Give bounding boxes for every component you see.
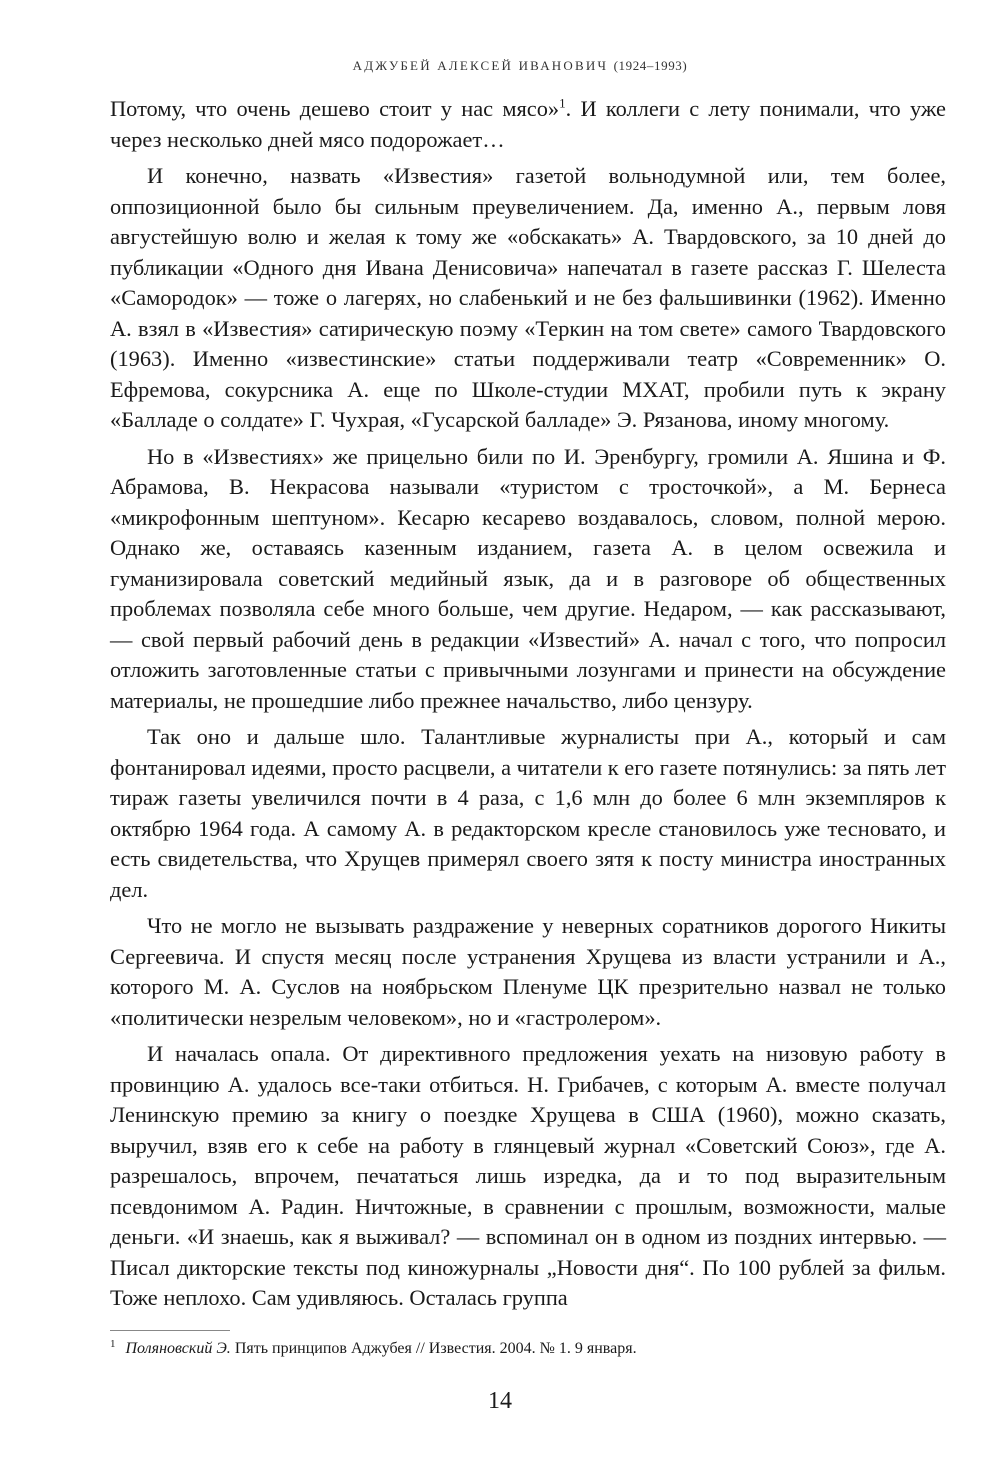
running-head	[110, 58, 930, 74]
paragraph-4: Так оно и дальше шло. Талантливые журналисты при А., который и сам фонтанировал идеями, просто расцвели, а читатели к его газете потянулись: за пять лет тираж газеты увеличился почти в 4 раза, с 1,6 млн до более 6 млн экземпляров к октябрю 1964 года. А самому А. в редакторском кресле становилось уже тесновато, и есть свидетельства, что Хрущев примерял своего зятя к посту министра иностранных дел.	[110, 724, 946, 902]
footnote-number: 1	[110, 1337, 116, 1350]
paragraph-6: И началась опала. От директивного предложения уехать на низовую работу в провинцию А. удалось все-таки отбиться. Н. Грибачев, с которым А. вместе получал Ленинскую премию за книгу о поездке Хрущева в США (1960), можно сказать, выручил, взяв его к себе на работу в глянцевый журнал «Советский Союз», где А. разрешалось, впрочем, печататься лишь изредка, да и то под выразительным псевдонимом А. Радин. Ничтожные, в сравнении с прошлым, возможности, малые деньги. «И знаешь, как я выживал? — вспоминал он в одном из поздних интервью. — Писал дикторские тексты под киножурналы „Новости дня“. По 100 рублей за фильм. Тоже неплохо. Сам удивляюсь. Осталась группа	[110, 1041, 946, 1310]
paragraph-1	[110, 94, 946, 155]
page-number: 14	[488, 1388, 512, 1414]
footnote-divider	[110, 1330, 230, 1331]
paragraph-5: Что не могло не вызывать раздражение у неверных соратников дорогого Никиты Сергеевича. И спустя месяц после устранения Хрущева из власти устранили и А., которого М. А. Суслов на ноябрьском Пленуме ЦК презрительно назвал не только «политически незрелым человеком», но и «гастролером».	[110, 913, 946, 1030]
paragraph-1-part-2: . И коллеги с лету понимали, что уже через несколько дней мясо подорожает…	[110, 96, 946, 152]
footnote-author: Поляновский Э.	[125, 1340, 231, 1357]
paragraph-2: И конечно, назвать «Известия» газетой вольнодумной или, тем более, оппозиционной было бы сильным преувеличением. Да, именно А., первым ловя августейшую волю и желая к тому же «обскакать» А. Твардовского, за 10 дней до публикации «Одного дня Ивана Денисовича» напечатал в газете рассказ Г. Шелеста «Самородок» — тоже о лагерях, но слабенький и не без фальшивинки (1962). Именно А. взял в «Известия» сатирическую поэму «Теркин на том свете» самого Твардовского (1963). Именно «известинские» статьи поддерживали театр «Современник» О. Ефремова, сокурсника А. еще по Школе-студии МХАТ, пробили путь к экрану «Балладе о солдате» Г. Чухрая, «Гусарской балладе» Э. Рязанова, иному многому.	[110, 163, 946, 432]
main-text	[110, 94, 946, 1320]
footnote-reference: 1	[559, 95, 566, 111]
paragraph-3: Но в «Известиях» же прицельно били по И. Эренбургу, громили А. Яшина и Ф. Абрамова, В. Некрасова называли «туристом с тросточкой», а М. Бернеса «микрофонным шептуном». Кесарю кесарево воздавалось, словом, полной мерою. Однако же, оставаясь казенным изданием, газета А. в целом освежила и гуманизировала советский медийный язык, да и в разговоре об общественных проблемах позволяла себе много больше, чем другие. Недаром, — как рассказывают, — свой первый рабочий день в редакции «Известий» А. начал с того, что попросил отложить заготовленные статьи с привычными лозунгами и принести на обсуждение материалы, не прошедшие либо прежнее начальство, либо цензуру.	[110, 443, 946, 713]
footnote	[110, 1338, 946, 1360]
paragraph-1-part-1: Потому, что очень дешево стоит у нас мясо»	[110, 96, 560, 121]
running-title-years: (1924–1993)	[613, 58, 688, 73]
footnote-text: Пять принципов Аджубея // Известия. 2004. № 1. 9 января.	[230, 1340, 637, 1357]
running-title: АДЖУБЕЙ АЛЕКСЕЙ ИВАНОВИЧ	[352, 58, 609, 73]
